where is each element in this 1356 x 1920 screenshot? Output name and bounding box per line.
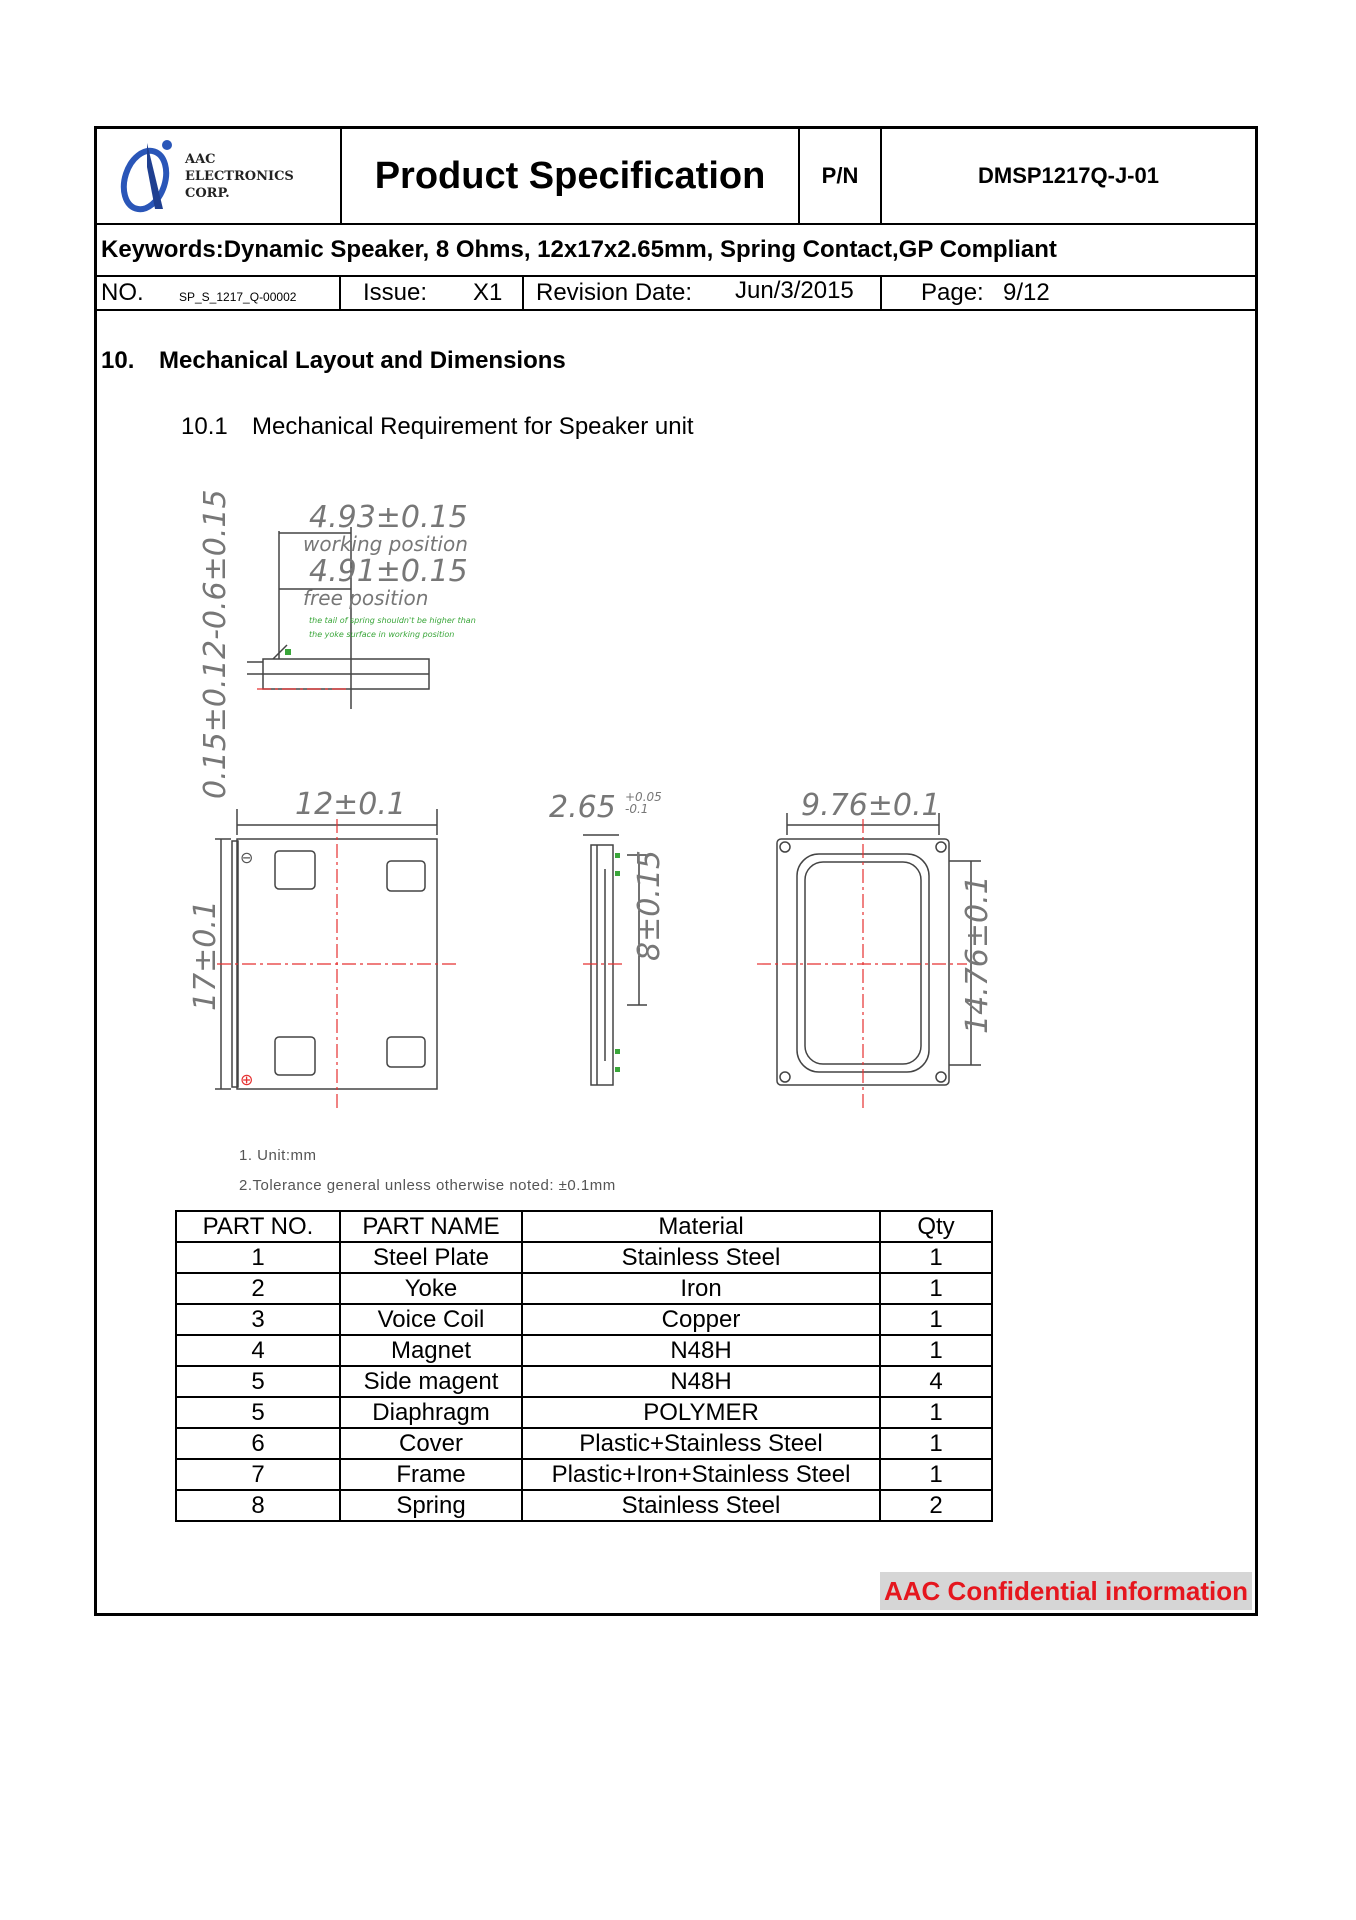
page-label: Page: — [921, 279, 984, 306]
cell-part-no: 5 — [176, 1397, 340, 1428]
cell-part-name: Side magent — [340, 1366, 522, 1397]
confidential-banner: AAC Confidential information — [880, 1572, 1252, 1610]
cell-qty: 1 — [880, 1273, 992, 1304]
green-note-1: the tail of spring shouldn't be higher than — [309, 616, 476, 625]
cell-material: POLYMER — [522, 1397, 880, 1428]
mechanical-drawing — [97, 129, 1255, 1129]
subsection-title: Mechanical Requirement for Speaker unit — [252, 413, 694, 440]
note-unit: 1. Unit:mm — [239, 1147, 317, 1164]
logo-line-3: CORP. — [185, 186, 230, 201]
dim-thickness-tol-minus: -0.1 — [625, 802, 649, 816]
dim-015: 0.15±0.1 — [198, 659, 233, 799]
cell-part-no: 6 — [176, 1428, 340, 1459]
cell-part-name: Diaphragm — [340, 1397, 522, 1428]
section-number: 10. — [101, 347, 135, 374]
cell-qty: 1 — [880, 1335, 992, 1366]
cell-part-name: Steel Plate — [340, 1242, 522, 1273]
logo-line-1: AAC — [185, 152, 216, 167]
free-label: free position — [303, 586, 429, 610]
dim-inner-height: 14.76±0.1 — [960, 875, 995, 1034]
revision-label: Revision Date: — [536, 279, 693, 306]
table-row — [176, 1366, 992, 1397]
page-value: 9/12 — [1003, 279, 1050, 306]
header-qty: Qty — [880, 1211, 992, 1242]
pn-value: DMSP1217Q-J-01 — [978, 163, 1159, 188]
cell-material: Plastic+Stainless Steel — [522, 1428, 880, 1459]
cell-part-name: Yoke — [340, 1273, 522, 1304]
cell-part-name: Spring — [340, 1490, 522, 1521]
table-row — [176, 1335, 992, 1366]
table-header-row — [176, 1211, 992, 1242]
table-row — [176, 1490, 992, 1521]
pn-label: P/N — [821, 163, 859, 188]
green-note-2: the yoke surface in working position — [309, 630, 455, 639]
cell-part-name: Frame — [340, 1459, 522, 1490]
cell-material: Plastic+Iron+Stainless Steel — [522, 1459, 880, 1490]
dim-working: 4.93±0.15 — [309, 500, 468, 535]
subsection-number: 10.1 — [181, 413, 228, 440]
cell-part-no: 2 — [176, 1273, 340, 1304]
cell-qty: 4 — [880, 1366, 992, 1397]
table-row — [176, 1428, 992, 1459]
cell-part-no: 5 — [176, 1366, 340, 1397]
cell-part-no: 4 — [176, 1335, 340, 1366]
cell-material: N48H — [522, 1335, 880, 1366]
header-part-no: PART NO. — [176, 1211, 340, 1242]
dim-vertical-top: 2-0.6±0.15 — [198, 489, 233, 659]
working-label: working position — [303, 532, 468, 556]
dim-width: 12±0.1 — [295, 787, 407, 822]
minus-terminal-mark: ⊖ — [240, 848, 254, 867]
cell-qty: 2 — [880, 1490, 992, 1521]
revision-value: Jun/3/2015 — [735, 277, 854, 304]
cell-part-no: 8 — [176, 1490, 340, 1521]
cell-part-no: 3 — [176, 1304, 340, 1335]
table-row — [176, 1273, 992, 1304]
cell-material: Copper — [522, 1304, 880, 1335]
table-row — [176, 1304, 992, 1335]
doc-no-value: SP_S_1217_Q-00002 — [179, 290, 297, 304]
cell-qty: 1 — [880, 1304, 992, 1335]
cell-qty: 1 — [880, 1459, 992, 1490]
cell-part-no: 7 — [176, 1459, 340, 1490]
dim-height: 17±0.1 — [188, 899, 223, 1011]
cell-part-name: Voice Coil — [340, 1304, 522, 1335]
plus-terminal-mark: ⊕ — [240, 1070, 254, 1089]
dim-free: 4.91±0.15 — [309, 554, 468, 589]
issue-label: Issue: — [363, 279, 428, 306]
cell-qty: 1 — [880, 1428, 992, 1459]
logo-line-2: ELECTRONICS — [185, 169, 294, 184]
parts-table — [175, 1210, 993, 1522]
table-row — [176, 1242, 992, 1273]
doc-no-label: NO. — [101, 279, 144, 306]
cell-part-name: Cover — [340, 1428, 522, 1459]
cell-material: Stainless Steel — [522, 1490, 880, 1521]
speaker-thickness-view — [591, 845, 613, 1085]
cell-material: N48H — [522, 1366, 880, 1397]
page-title: Product Specification — [374, 155, 766, 197]
cell-qty: 1 — [880, 1397, 992, 1428]
section-title: Mechanical Layout and Dimensions — [159, 347, 566, 374]
cell-part-no: 1 — [176, 1242, 340, 1273]
cell-material: Iron — [522, 1273, 880, 1304]
table-row — [176, 1397, 992, 1428]
note-tolerance: 2.Tolerance general unless otherwise noted: ±0.1mm — [239, 1177, 616, 1194]
cell-part-name: Magnet — [340, 1335, 522, 1366]
cell-material: Stainless Steel — [522, 1242, 880, 1273]
header-material: Material — [522, 1211, 880, 1242]
keywords: Keywords:Dynamic Speaker, 8 Ohms, 12x17x2.65mm, Spring Contact,GP Compliant — [101, 236, 1057, 263]
dim-thickness-tol-plus: +0.05 — [625, 790, 662, 804]
dim-thickness: 2.65 — [549, 790, 616, 825]
dim-spring-pitch: 8±0.15 — [632, 849, 667, 961]
table-row — [176, 1459, 992, 1490]
cell-qty: 1 — [880, 1242, 992, 1273]
issue-value: X1 — [473, 279, 503, 306]
dim-inner-width: 9.76±0.1 — [801, 788, 941, 823]
header-part-name: PART NAME — [340, 1211, 522, 1242]
